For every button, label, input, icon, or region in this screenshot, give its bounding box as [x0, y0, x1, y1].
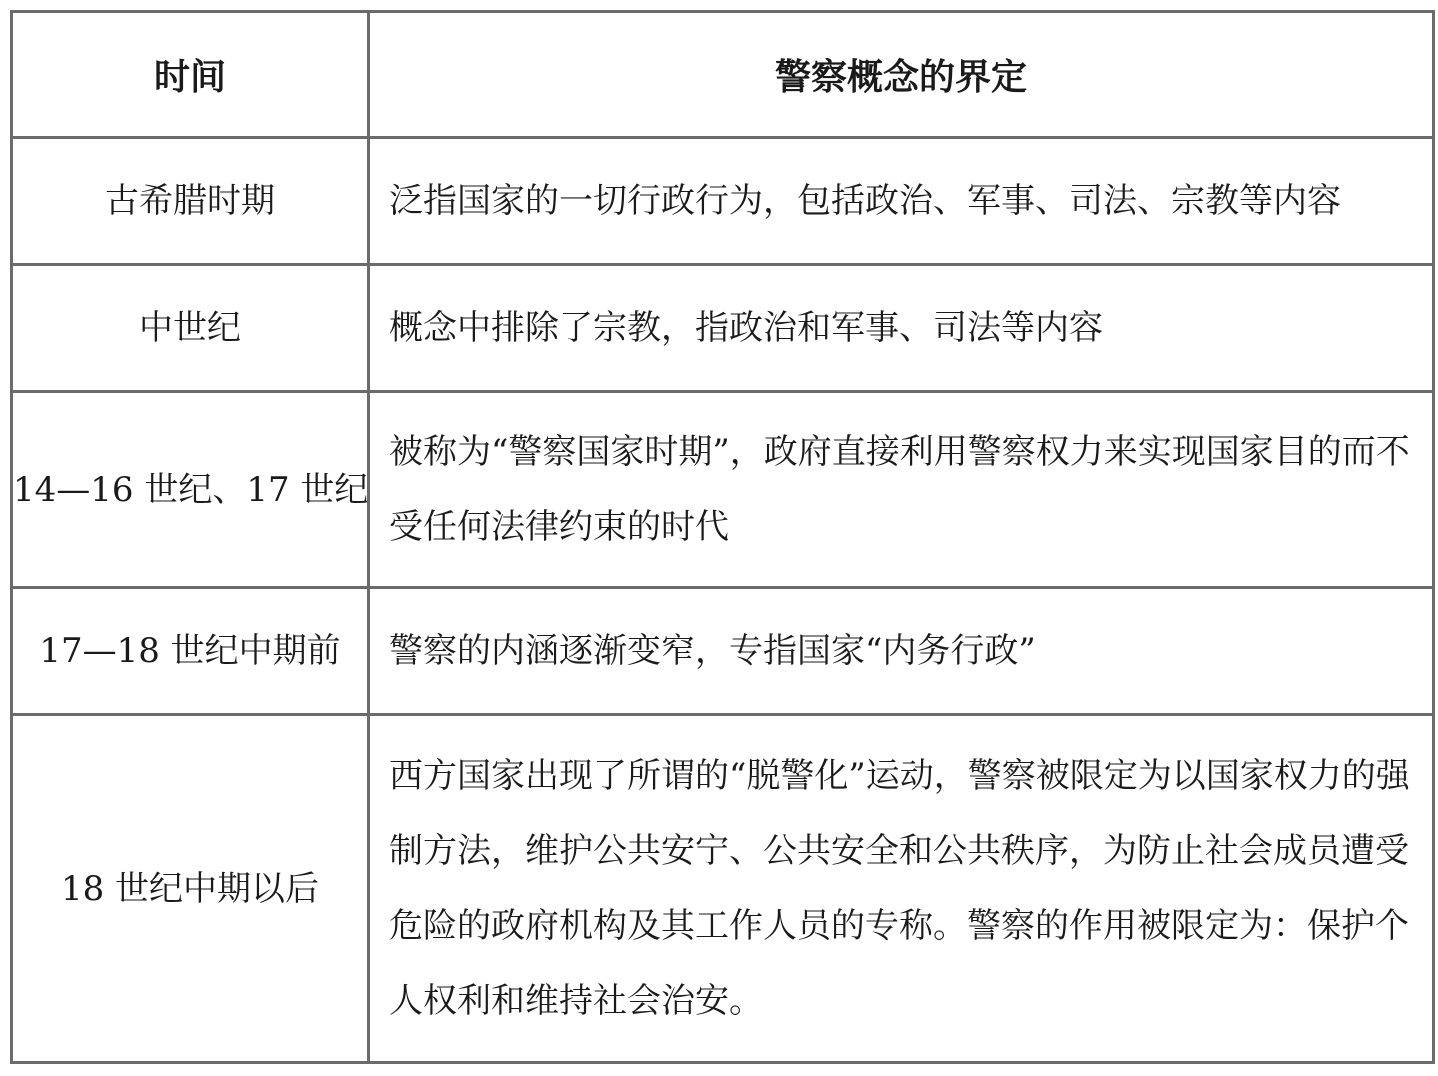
header-time: 时间	[12, 12, 369, 138]
time-cell: 中世纪	[12, 265, 369, 392]
table-row	[12, 138, 1434, 265]
definition-cell: 西方国家出现了所谓的“脱警化”运动，警察被限定为以国家权力的强制方法，维护公共安宁、公共安全和公共秩序，为防止社会成员遭受危险的政府机构及其工作人员的专称。警察的作用被限定为：保护个人权利和维持社会治安。	[369, 715, 1434, 1063]
police-concept-table	[10, 10, 1435, 1064]
header-definition: 警察概念的界定	[369, 12, 1434, 138]
table-row	[12, 265, 1434, 392]
definition-cell: 被称为“警察国家时期”，政府直接利用警察权力来实现国家目的而不受任何法律约束的时代	[369, 392, 1434, 588]
time-cell: 14—16 世纪、17 世纪	[12, 392, 369, 588]
table-row	[12, 392, 1434, 588]
time-cell: 古希腊时期	[12, 138, 369, 265]
definition-cell: 概念中排除了宗教，指政治和军事、司法等内容	[369, 265, 1434, 392]
definition-cell: 泛指国家的一切行政行为，包括政治、军事、司法、宗教等内容	[369, 138, 1434, 265]
time-cell: 18 世纪中期以后	[12, 715, 369, 1063]
time-cell: 17—18 世纪中期前	[12, 588, 369, 715]
table-header-row	[12, 12, 1434, 138]
table-row	[12, 588, 1434, 715]
definition-cell: 警察的内涵逐渐变窄，专指国家“内务行政”	[369, 588, 1434, 715]
table-row	[12, 715, 1434, 1063]
